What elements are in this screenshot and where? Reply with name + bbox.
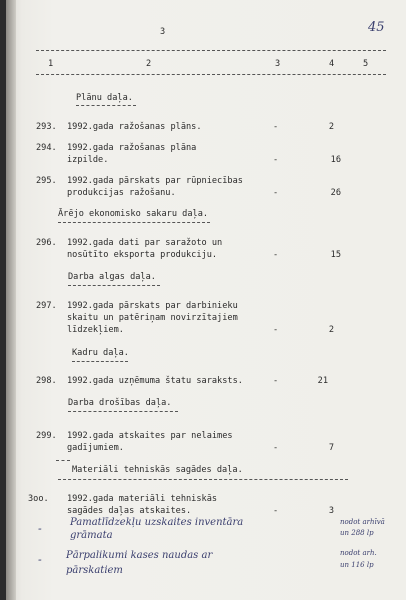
handwritten-entry-line: pārskatiem: [66, 565, 123, 576]
row-number: 297.: [36, 301, 57, 311]
row-number: 3oo.: [28, 494, 49, 504]
row-title-line: 1992.gada dati par saražoto un: [67, 238, 223, 248]
row-title-line: produkcijas ražošanu.: [67, 188, 176, 198]
row-title-line: 1992.gada atskaites par nelaimes: [67, 431, 233, 441]
col-header-3: 3: [275, 59, 281, 69]
section-heading: Kadru daļa.: [72, 348, 129, 358]
row-col4: 26: [330, 188, 341, 198]
section-heading: Materiāli tehniskās sagādes daļa.: [72, 465, 243, 475]
section-heading: Darba drošības daļa.: [68, 398, 172, 408]
row-title-line: skaitu un patēriņam novirzītajiem: [67, 313, 238, 323]
row-title-line: izpilde.: [67, 155, 109, 165]
row-col4: 16: [330, 155, 341, 165]
row-col3: -: [273, 325, 279, 335]
row-title-line: sagādes daļas atskaites.: [67, 506, 192, 516]
section-heading: Darba algas daļa.: [68, 272, 156, 282]
handwritten-note-line: nodot arhīvā: [340, 518, 385, 526]
row-col3: -: [273, 155, 279, 165]
row-col4: 3: [328, 506, 334, 516]
row-col4: 7: [328, 443, 334, 453]
handwritten-entry-line: Pamatlīdzekļu uzskaites inventāra: [70, 517, 244, 528]
row-number: 299.: [36, 431, 57, 441]
handwritten-dash: -: [38, 522, 42, 535]
document-page: [6, 0, 406, 600]
row-number: 294.: [36, 143, 57, 153]
row-number: 298.: [36, 376, 57, 386]
section-lead-dash: [56, 460, 70, 461]
row-col4: 15: [330, 250, 341, 260]
col-header-2: 2: [146, 59, 152, 69]
row-title-line: 1992.gada ražošanas plāns.: [67, 122, 202, 132]
row-title-line: 1992.gada ražošanas plāna: [67, 143, 197, 153]
section-underline: [76, 105, 136, 106]
row-col3: -: [273, 443, 279, 453]
header-bottom-rule: [36, 74, 386, 75]
section-underline: [68, 285, 160, 286]
row-number: 296.: [36, 238, 57, 248]
archive-corner-mark: 45: [368, 20, 385, 35]
section-underline: [58, 222, 210, 223]
binding-edge: [6, 0, 16, 600]
handwritten-note-line: nodot arh.: [340, 549, 377, 557]
header-top-rule: [36, 50, 386, 51]
row-title-line: 1992.gada uzņēmuma štatu saraksts.: [67, 376, 243, 386]
row-number: 295.: [36, 176, 57, 186]
row-title-line: līdzekļiem.: [67, 325, 124, 335]
col-header-4: 4: [329, 59, 335, 69]
col-header-1: 1: [48, 59, 54, 69]
section-heading: Ārējo ekonomisko sakaru daļa.: [58, 209, 209, 219]
row-col4: 2: [328, 325, 334, 335]
row-col3: -: [273, 376, 279, 386]
handwritten-dash: -: [38, 553, 42, 566]
section-underline: [72, 361, 128, 362]
row-number: 293.: [36, 122, 57, 132]
row-col4: 21: [317, 376, 328, 386]
row-title-line: nosūtīto eksporta produkciju.: [67, 250, 218, 260]
handwritten-note-line: un 116 lp: [340, 561, 374, 569]
page-number: 3: [160, 27, 166, 37]
section-underline: [58, 479, 348, 480]
section-heading: Plānu daļa.: [76, 93, 133, 103]
row-col3: -: [273, 506, 279, 516]
col-header-5: 5: [363, 59, 369, 69]
row-col4: 2: [328, 122, 334, 132]
row-col3: -: [273, 250, 279, 260]
row-title-line: 1992.gada pārskats par darbinieku: [67, 301, 238, 311]
handwritten-note-line: un 288 lp: [340, 529, 374, 537]
handwritten-entry-line: grāmata: [70, 530, 113, 541]
row-title-line: 1992.gada materiāli tehniskās: [67, 494, 218, 504]
row-title-line: gadījumiem.: [67, 443, 124, 453]
section-underline: [68, 411, 178, 412]
row-title-line: 1992.gada pārskats par rūpniecības: [67, 176, 243, 186]
row-col3: -: [273, 188, 279, 198]
row-col3: -: [273, 122, 279, 132]
handwritten-entry-line: Pārpalikumi kases naudas ar: [66, 550, 213, 561]
